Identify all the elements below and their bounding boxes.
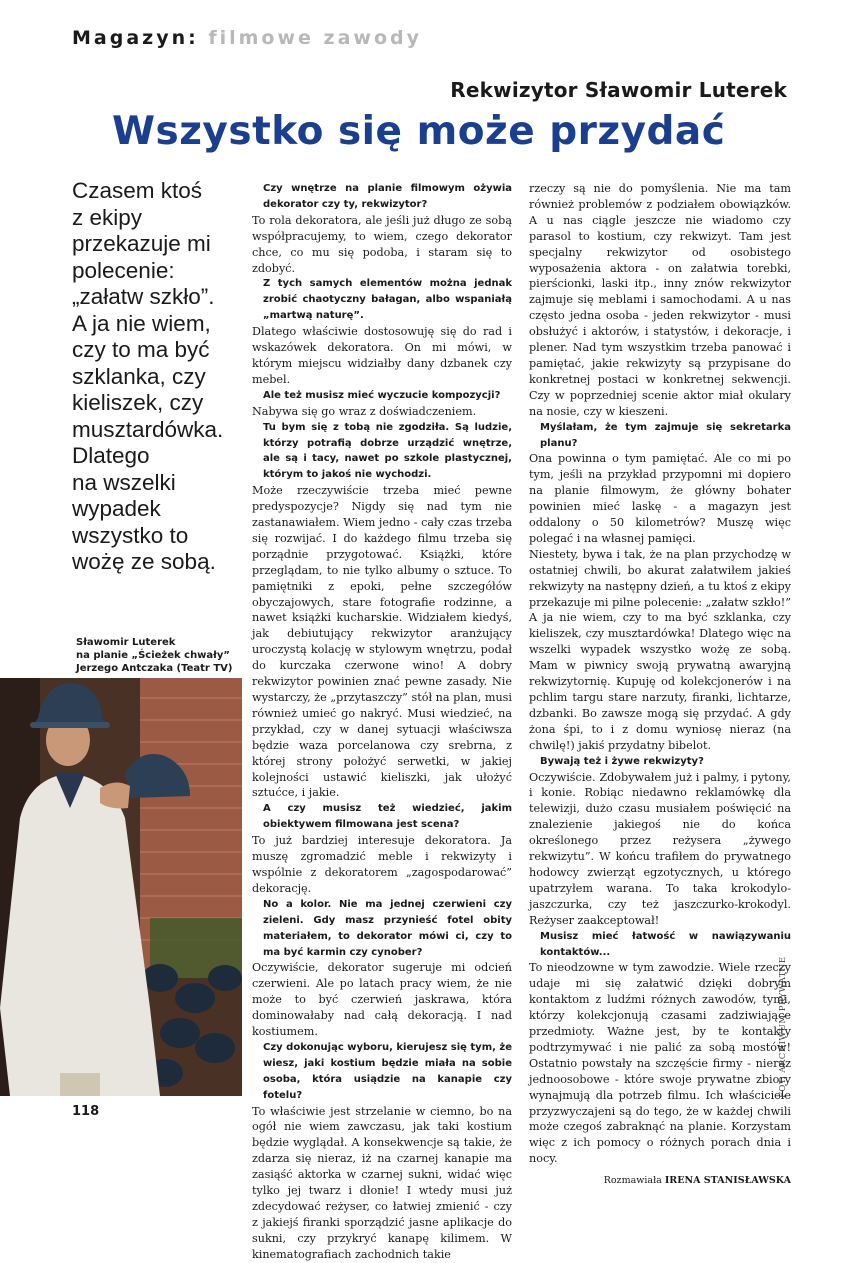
interview-question: Z tych samych elementów można jednak zrobić chaotyczny bałagan, albo wspaniałą „martwą naturę”. bbox=[263, 278, 512, 322]
interview-question: Tu bym się z tobą nie zgodziła. Są ludzie, którzy potrafią dobrze urządzić wnętrze, ale są i tacy, nawet po szkole plastycznej, którym to jakoś nie wychodzi. bbox=[263, 421, 512, 481]
pull-quote-line: czy to ma być bbox=[72, 337, 210, 362]
subsection-label: filmowe zawody bbox=[208, 27, 423, 49]
article-subtitle: Rekwizytor Sławomir Luterek bbox=[450, 78, 787, 102]
pull-quote-line: A ja nie wiem, bbox=[72, 310, 211, 336]
pull-quote-line: wszystko to bbox=[72, 522, 189, 548]
pull-quote-line: wypadek bbox=[72, 496, 161, 521]
author-credit-name: IRENA STANISŁAWSKA bbox=[664, 1175, 791, 1187]
interview-answer: Nabywa się go wraz z doświadczeniem. bbox=[252, 404, 477, 418]
photo-credit: FOT. ARCHIWUM PRYWATNE bbox=[778, 956, 788, 1098]
pull-quote-line: wożę ze sobą. bbox=[72, 549, 216, 574]
photo-caption bbox=[76, 636, 246, 675]
pull-quote-line: z ekipy bbox=[72, 204, 143, 230]
pull-quote-line: „załatw szkło”. bbox=[72, 284, 215, 309]
photo-caption-line: na planie „Ścieżek chwały” bbox=[76, 650, 230, 661]
author-credit bbox=[529, 1173, 791, 1189]
pull-quote-line: szklanka, czy bbox=[72, 363, 206, 389]
interview-answer: Oczywiście, dekorator sugeruje mi odcień czerwieni. Ale po latach pracy wiem, że nie może to być czerwień jaskrawa, która dominowałaby nad całą dekoracją. I nad kostiumem. bbox=[252, 961, 512, 1039]
interview-answer: To właściwie jest strzelanie w ciemno, bo na ogół nie wiem zawczasu, jak taki kostium będzie wyglądał. A konsekwencje są takie, że zdarza się nieraz, iż na czarnej kanapie ma zasiąść aktorka w czarnej sukni, widać więc tylko jej twarz i dłonie! I wtedy musi już zdecydować reżyser, co łatwiej zmienić - czy z jakiejś firanki sporządzić jasne aplikacje do sukni, czy przykryć kanapę kilimem. W kinematografiach zachodnich takie bbox=[252, 1104, 512, 1261]
section-label: Magazyn: bbox=[72, 27, 199, 49]
interview-answer: Oczywiście. Zdobywałem już i palmy, i pytony, i konie. Robiąc niedawno reklamówkę dla telewizji, dużo czasu musiałem poświęcić na znalezienie jakiegoś nie do końca określonego przez reżysera „żywego rekwizytu”. W końcu trafiłem do prywatnego hodowcy zwierząt egzotycznych, u którego upatrzyłem warana. To taka krokodylo-jaszczurka, czy też jaszczurko-krokodyl. Reżyser zaakceptował! bbox=[529, 770, 791, 927]
pull-quote-line: musztardówka. bbox=[72, 416, 224, 442]
interview-question: Czy dokonując wyboru, kierujesz się tym, że wiesz, jaki kostium będzie miała na sobie osoba, która usiądzie na kanapie czy fotelu? bbox=[263, 1041, 512, 1101]
article-photo bbox=[0, 678, 242, 1096]
interview-question: No a kolor. Nie ma jednej czerwieni czy zieleni. Gdy masz przynieść fotel obity materiałem, to dekorator mówi ci, czy to ma być karmin czy cynober? bbox=[263, 898, 512, 958]
interview-question: Bywają też i żywe rekwizyty? bbox=[540, 755, 704, 767]
pull-quote-line: Czasem ktoś bbox=[72, 178, 203, 203]
interview-answer: rzeczy są nie do pomyślenia. Nie ma tam również problemów z podziałem obowiązków. A u nas ciągle jeszcze nie wiadomo czy parasol to kostium, czy rekwizyt. Tam jest specjalny rekwizytor od osobistego wyposażenia aktora - on załatwia torebki, pierścionki, laski itp., inny znów rekwizytor zajmuje się meblami i samochodami. A u nas często jedna osoba - jeden rekwizytor - musi obsłużyć i aktorów, i statystów, i dekoracje, i plener. Nad tym wszystkim trzeba panować i pamiętać, jakie rekwizyty są przypisane do konkretnej postaci w konkretnej sekwencji. Czy w poprzedniej scenie aktor miał okulary na nosie, czy w kieszeni. bbox=[529, 182, 791, 418]
pull-quote-line: polecenie: bbox=[72, 257, 175, 283]
interview-question: A czy musisz też wiedzieć, jakim obiektywem filmowana jest scena? bbox=[263, 803, 512, 831]
photo-caption-line: Sławomir Luterek bbox=[76, 637, 176, 648]
pull-quote-line: na wszelki bbox=[72, 469, 176, 495]
article-column-2 bbox=[529, 181, 791, 1189]
interview-answer: To rola dekoratora, ale jeśli już długo ze sobą współpracujemy, to wiem, czego dekorator chce, co mu się podoba, i staram się to zdobyć. bbox=[252, 213, 512, 275]
interview-question: Musisz mieć łatwość w nawiązywaniu kontaktów... bbox=[540, 930, 791, 958]
interview-question: Ale też musisz mieć wyczucie kompozycji? bbox=[263, 389, 501, 401]
interview-answer: To już bardziej interesuje dekoratora. Ja muszę zgromadzić meble i rekwizyty i wspólnie z dekoratorem „zagospodarować” dekorację. bbox=[252, 834, 512, 895]
author-credit-label: Rozmawiała bbox=[603, 1175, 662, 1187]
magazine-section-header bbox=[72, 27, 422, 49]
interview-answer: To nieodzowne w tym zawodzie. Wiele rzeczy udaje mi się załatwić dzięki dobrym kontaktom z ludźmi różnych zawodów, tymi, którzy kolekcjonują czasami zadziwiające przedmioty. Ważne jest, by te kontakty podtrzymywać i nie palić za sobą mostów! Ostatnio powstały na szczęście firmy - nieraz jednoosobowe - które swoje prywatne zbiory wynajmują dla potrzeb filmu. Ich właściciele przyzwyczajeni są do tego, że w każdej chwili może czegoś zabraknąć na planie. Korzystam więc z ich pomocy o różnych porach dnia i nocy. bbox=[529, 961, 791, 1166]
page-number: 118 bbox=[72, 1104, 100, 1119]
interview-answer: Niestety, bywa i tak, że na plan przychodzę w ostatniej chwili, bo akurat załatwiłem jakieś rekwizyty na następny dzień, a tu ktoś z ekipy przekazuje mi pilne polecenie: „załatw szkło!” A ja nie wiem, czy to ma być szklanka, czy kieliszek, czy musztardówka! Dlatego więc na wszelki wypadek wszystko wożę ze sobą. Mam w piwnicy swoją prywatną awaryjną rekwizytornię. Kupuję od kolekcjonerów i na pchlim targu stare narzuty, firanki, lichtarze, dzbanki. Bo zawsze mogą się przydać. A gdy żona śpi, to i z domu wyniosę nieraz (na chwilę!) jakiś przydatny bibelot. bbox=[529, 547, 791, 752]
interview-answer: Może rzeczywiście trzeba mieć pewne predyspozycje? Nigdy się nad tym nie zastanawiałem. Wiem jedno - cały czas trzeba się rozwijać. I do każdego filmu trzeba się porządnie przygotować. Książki, które przeglądam, to nie tylko albumy o sztuce. To pamiętniki z epoki, pełne szczegółów obyczajowych, stare fotografie rodzinne, a nawet książki kucharskie. Widziałem kiedyś, jak debiutujący rekwizytor aranżujący uroczystą kolację w stylowym wnętrzu, podał do kurczaka czerwone wino! A dobry rekwizytor powinien znać pewne zasady. Nie wystarczy, że „przytaszczy” stół na plan, musi również umieć go nakryć. Musi wiedzieć, na przykład, czy w danej sytuacji właściwsza będzie waza porcelanowa czy srebrna, z której strony położyć serwetki, w jakiej kolejności ustawić kieliszki, jak ułożyć sztućce, i jakie. bbox=[252, 484, 512, 800]
pull-quote-line: kieliszek, czy bbox=[72, 390, 204, 415]
article-column-2-body bbox=[529, 181, 791, 1167]
pull-quote bbox=[72, 178, 242, 576]
interview-question: Myślałam, że tym zajmuje się sekretarka planu? bbox=[540, 421, 791, 449]
photo-caption-line: Jerzego Antczaka (Teatr TV) bbox=[76, 663, 233, 674]
interview-question: Czy wnętrze na planie filmowym ożywia dekorator czy ty, rekwizytor? bbox=[263, 183, 512, 210]
interview-answer: Dlatego właściwie dostosowuję się do rad i wskazówek dekoratora. On mi mówi, w którym miejscu widziałby dany dzbanek czy mebel. bbox=[252, 325, 512, 386]
pull-quote-line: Dlatego bbox=[72, 443, 150, 468]
article-title: Wszystko się może przydać bbox=[112, 109, 726, 154]
pull-quote-line: przekazuje mi bbox=[72, 231, 211, 256]
article-column-1 bbox=[252, 181, 512, 1263]
interview-answer: Ona powinna o tym pamiętać. Ale co mi po tym, jeśli na przykład przypomni mi dopiero na planie filmowym, że główny bohater powinien mieć laskę - a magazyn jest oddalony o 50 kilometrów? Muszę więc polegać i na własnej pamięci. bbox=[529, 452, 791, 545]
